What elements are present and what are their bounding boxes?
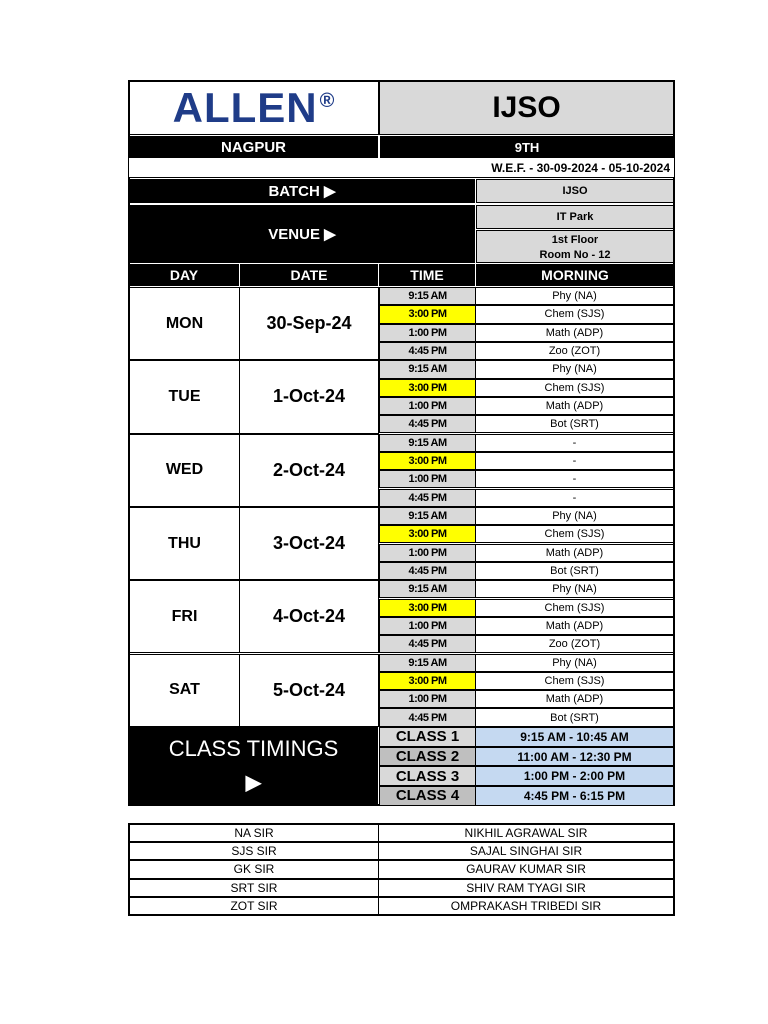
time-cell: 4:45 PM <box>379 489 476 507</box>
faculty-name-cell: GAURAV KUMAR SIR <box>378 860 674 878</box>
class-name-cell: CLASS 4 <box>379 786 476 806</box>
class-time-cell: 9:15 AM - 10:45 AM <box>475 727 674 747</box>
class-timings-arrow: ▶ <box>245 771 262 794</box>
date-cell: 30-Sep-24 <box>239 287 379 360</box>
time-cell: 1:00 PM <box>379 617 476 635</box>
faculty-code-cell: SJS SIR <box>129 842 379 860</box>
logo-cell <box>129 81 379 135</box>
venue-place: IT Park <box>476 205 674 229</box>
class-name-cell: CLASS 2 <box>379 747 476 767</box>
city-label: NAGPUR <box>129 136 378 158</box>
venue-room-cell <box>476 230 674 263</box>
subject-cell: Zoo (ZOT) <box>475 342 674 360</box>
subject-cell: Chem (SJS) <box>475 525 674 543</box>
venue-room: Room No - 12 <box>539 249 611 261</box>
subject-cell: Chem (SJS) <box>475 599 674 617</box>
subject-cell: Phy (NA) <box>475 360 674 378</box>
subject-cell: Math (ADP) <box>475 397 674 415</box>
class-timings-label: CLASS TIMINGS <box>168 736 339 761</box>
day-cell: WED <box>129 434 240 507</box>
faculty-code-cell: ZOT SIR <box>129 897 379 915</box>
time-cell: 3:00 PM <box>379 379 476 397</box>
grade-label: 9TH <box>380 136 674 158</box>
faculty-name-cell: NIKHIL AGRAWAL SIR <box>378 824 674 842</box>
subject-cell: Chem (SJS) <box>475 379 674 397</box>
class-name-cell: CLASS 1 <box>379 727 476 747</box>
subject-cell: Phy (NA) <box>475 507 674 525</box>
subject-cell: Bot (SRT) <box>475 708 674 726</box>
faculty-code-cell: NA SIR <box>129 824 379 842</box>
program-title: IJSO <box>379 81 674 135</box>
subject-cell: Math (ADP) <box>475 544 674 562</box>
subject-cell: Math (ADP) <box>475 617 674 635</box>
header-day: DAY <box>129 264 239 286</box>
day-cell: THU <box>129 507 240 580</box>
time-cell: 4:45 PM <box>379 562 476 580</box>
time-cell: 1:00 PM <box>379 690 476 708</box>
time-cell: 3:00 PM <box>379 672 476 690</box>
time-cell: 4:45 PM <box>379 635 476 653</box>
time-cell: 9:15 AM <box>379 580 476 598</box>
time-cell: 1:00 PM <box>379 544 476 562</box>
class-time-cell: 1:00 PM - 2:00 PM <box>475 766 674 786</box>
time-cell: 9:15 AM <box>379 507 476 525</box>
faculty-code-cell: GK SIR <box>129 860 379 878</box>
time-cell: 9:15 AM <box>379 360 476 378</box>
subject-cell: Phy (NA) <box>475 580 674 598</box>
time-cell: 3:00 PM <box>379 525 476 543</box>
subject-cell: Bot (SRT) <box>475 415 674 433</box>
faculty-name-cell: SAJAL SINGHAI SIR <box>378 842 674 860</box>
header-session: MORNING <box>476 264 674 286</box>
faculty-name-cell: OMPRAKASH TRIBEDI SIR <box>378 897 674 915</box>
time-cell: 3:00 PM <box>379 599 476 617</box>
subject-cell: - <box>475 489 674 507</box>
header-date: DATE <box>240 264 378 286</box>
wef-label: W.E.F. - 30-09-2024 - 05-10-2024 <box>129 158 674 178</box>
subject-cell: Math (ADP) <box>475 324 674 342</box>
day-cell: SAT <box>129 654 240 727</box>
subject-cell: Bot (SRT) <box>475 562 674 580</box>
time-cell: 4:45 PM <box>379 415 476 433</box>
time-cell: 9:15 AM <box>379 434 476 452</box>
batch-value: IJSO <box>476 179 674 203</box>
class-name-cell: CLASS 3 <box>379 766 476 786</box>
time-cell: 9:15 AM <box>379 654 476 672</box>
venue-floor: 1st Floor <box>551 234 599 246</box>
venue-label: VENUE ▶ <box>129 205 475 263</box>
faculty-name-cell: SHIV RAM TYAGI SIR <box>378 879 674 897</box>
allen-logo: ALLEN ® <box>172 84 336 131</box>
date-cell: 2-Oct-24 <box>239 434 379 507</box>
faculty-code-cell: SRT SIR <box>129 879 379 897</box>
subject-cell: Chem (SJS) <box>475 672 674 690</box>
day-cell: MON <box>129 287 240 360</box>
batch-label: BATCH ▶ <box>129 179 475 203</box>
subject-cell: - <box>475 470 674 488</box>
date-cell: 4-Oct-24 <box>239 580 379 653</box>
time-cell: 1:00 PM <box>379 397 476 415</box>
time-cell: 1:00 PM <box>379 470 476 488</box>
subject-cell: - <box>475 434 674 452</box>
time-cell: 1:00 PM <box>379 324 476 342</box>
header-time: TIME <box>379 264 475 286</box>
subject-cell: Math (ADP) <box>475 690 674 708</box>
time-cell: 4:45 PM <box>379 342 476 360</box>
date-cell: 5-Oct-24 <box>239 654 379 727</box>
subject-cell: Zoo (ZOT) <box>475 635 674 653</box>
class-time-cell: 4:45 PM - 6:15 PM <box>475 786 674 806</box>
subject-cell: Phy (NA) <box>475 654 674 672</box>
day-cell: FRI <box>129 580 240 653</box>
date-cell: 3-Oct-24 <box>239 507 379 580</box>
date-cell: 1-Oct-24 <box>239 360 379 433</box>
time-cell: 3:00 PM <box>379 452 476 470</box>
subject-cell: Chem (SJS) <box>475 305 674 323</box>
time-cell: 9:15 AM <box>379 287 476 305</box>
class-time-cell: 11:00 AM - 12:30 PM <box>475 747 674 767</box>
day-cell: TUE <box>129 360 240 433</box>
time-cell: 4:45 PM <box>379 708 476 726</box>
class-timings-block <box>129 727 378 805</box>
time-cell: 3:00 PM <box>379 305 476 323</box>
subject-cell: Phy (NA) <box>475 287 674 305</box>
subject-cell: - <box>475 452 674 470</box>
